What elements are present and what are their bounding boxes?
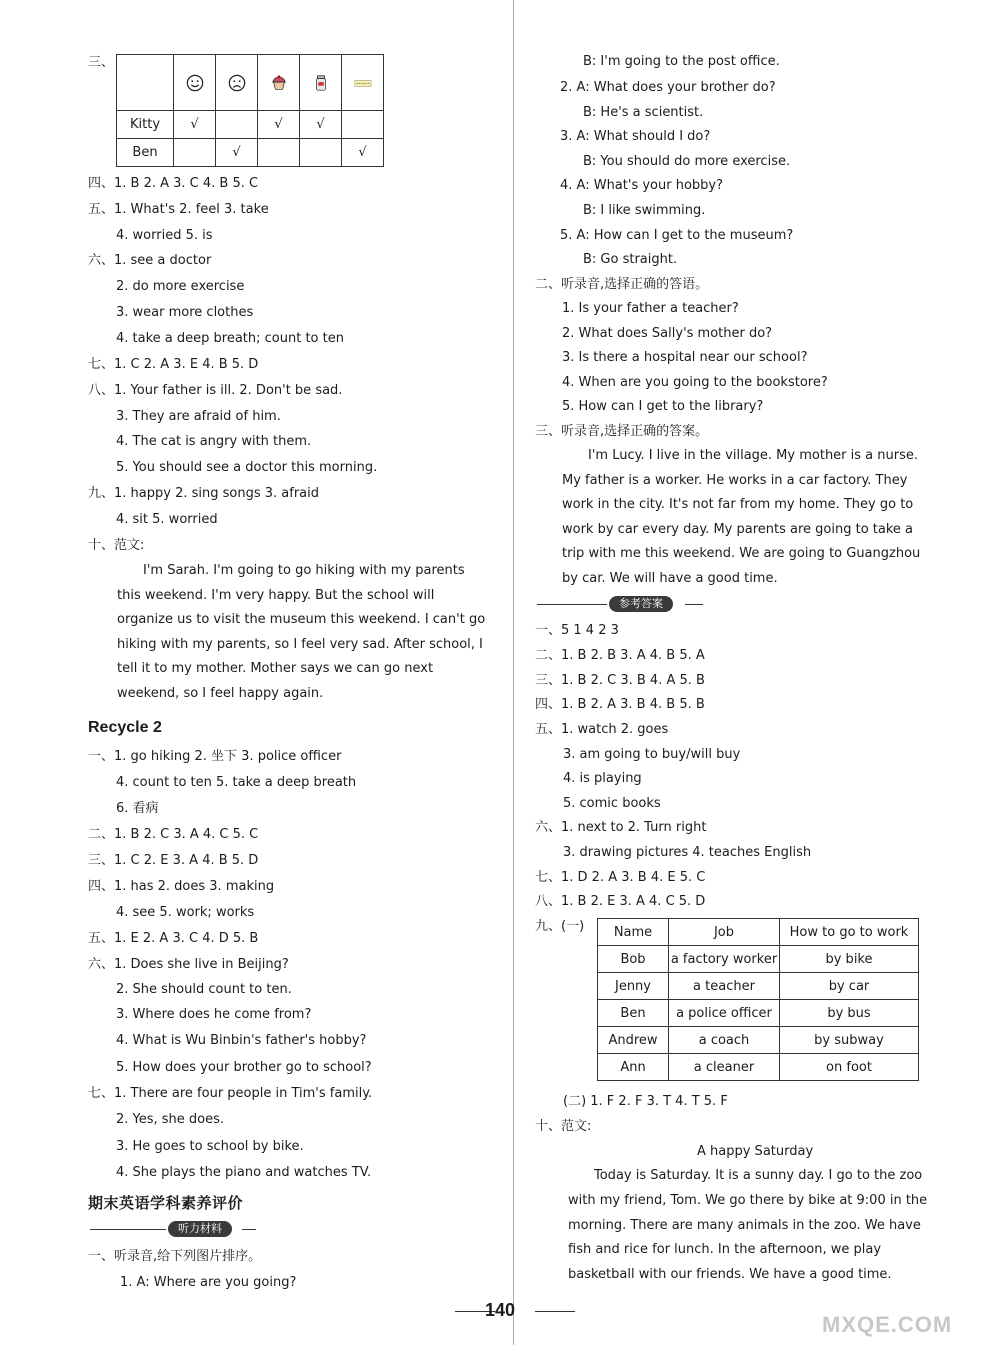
answer-line: 3. Where does he come from? bbox=[116, 1007, 312, 1022]
table-cell: Jenny bbox=[598, 973, 669, 1000]
check-mark: √ bbox=[342, 139, 384, 167]
table-cell: by bike bbox=[780, 946, 919, 973]
table-cell: by bus bbox=[780, 1000, 919, 1027]
answer-key-tag: 参考答案 bbox=[609, 596, 673, 612]
dialogue-line: 2. A: What does your brother do? bbox=[560, 80, 776, 95]
answer-line: 3. drawing pictures 4. teaches English bbox=[563, 845, 812, 860]
answer-line: 4. She plays the piano and watches TV. bbox=[116, 1165, 372, 1180]
answer-line: 4. take a deep breath; count to ten bbox=[116, 331, 344, 346]
table-corner bbox=[117, 55, 174, 111]
answer-line: 一、1. go hiking 2. 坐下 3. police officer bbox=[88, 749, 342, 764]
answer-line: 九、1. happy 2. sing songs 3. afraid bbox=[88, 486, 319, 501]
question-line: 4. When are you going to the bookstore? bbox=[562, 375, 828, 390]
dialogue-line: 4. A: What's your hobby? bbox=[560, 178, 724, 193]
check-mark: √ bbox=[258, 111, 300, 139]
answer-line: 5. comic books bbox=[563, 796, 661, 811]
table-row bbox=[598, 946, 919, 973]
answer-line: 4. is playing bbox=[563, 771, 642, 786]
dialogue-line: B: He's a scientist. bbox=[583, 105, 704, 120]
table-header: How to go to work bbox=[780, 919, 919, 946]
answer-line: (二) 1. F 2. F 3. T 4. T 5. F bbox=[563, 1094, 728, 1109]
answer-line: 5. How does your brother go to school? bbox=[116, 1060, 372, 1075]
check-mark bbox=[174, 139, 216, 167]
dialogue-line: B: I'm going to the post office. bbox=[583, 54, 780, 69]
dialogue-line: B: I like swimming. bbox=[583, 203, 706, 218]
table-cell: Bob bbox=[598, 946, 669, 973]
tag-line bbox=[242, 1229, 256, 1230]
answer-line: 一、听录音,给下列图片排序。 bbox=[88, 1249, 262, 1264]
answer-line: 3. wear more clothes bbox=[116, 305, 254, 320]
answer-line: 八、1. B 2. E 3. A 4. C 5. D bbox=[535, 894, 706, 909]
answer-line: 七、1. D 2. A 3. B 4. E 5. C bbox=[535, 870, 706, 885]
tag-line bbox=[537, 604, 607, 605]
page-number: 140 bbox=[484, 1300, 516, 1320]
question-line: 1. Is your father a teacher? bbox=[562, 301, 739, 316]
table-cell: a cleaner bbox=[669, 1054, 780, 1081]
answer-line: 三、1. C 2. E 3. A 4. B 5. D bbox=[88, 853, 259, 868]
answer-line: 5. You should see a doctor this morning. bbox=[116, 460, 378, 475]
section-9-label: 九、(一) bbox=[535, 919, 585, 934]
answer-line: 3. am going to buy/will buy bbox=[563, 747, 741, 762]
answer-line: 4. count to ten 5. take a deep breath bbox=[116, 775, 357, 790]
section-title-final-assessment: 期末英语学科素养评价 bbox=[88, 1194, 244, 1212]
answer-line: 2. do more exercise bbox=[116, 279, 245, 294]
answer-line: 4. see 5. work; works bbox=[116, 905, 255, 920]
table-cell: Ben bbox=[598, 1000, 669, 1027]
table-row bbox=[598, 1000, 919, 1027]
answer-line: 十、范文: bbox=[88, 538, 145, 553]
table-row-name: Ben bbox=[117, 139, 174, 167]
essay-title: A happy Saturday bbox=[697, 1144, 814, 1159]
table-cell: on foot bbox=[780, 1054, 919, 1081]
answer-line: 六、1. see a doctor bbox=[88, 253, 212, 268]
table-cell: by car bbox=[780, 973, 919, 1000]
tag-line bbox=[685, 604, 703, 605]
answer-line: 4. worried 5. is bbox=[116, 228, 213, 243]
dialogue-line: B: You should do more exercise. bbox=[583, 154, 791, 169]
happy-face-icon bbox=[186, 74, 204, 92]
dialogue-line: B: Go straight. bbox=[583, 252, 678, 267]
book-icon bbox=[354, 74, 372, 92]
answer-line: 五、1. E 2. A 3. C 4. D 5. B bbox=[88, 931, 259, 946]
answer-line: 2. Yes, she does. bbox=[116, 1112, 225, 1127]
answer-line: 一、5 1 4 2 3 bbox=[535, 623, 619, 638]
table-cell: a factory worker bbox=[669, 946, 780, 973]
answer-line: 3. They are afraid of him. bbox=[116, 409, 281, 424]
answer-line: 4. sit 5. worried bbox=[116, 512, 218, 527]
table-header: Job bbox=[669, 919, 780, 946]
answer-line: 五、1. What's 2. feel 3. take bbox=[88, 202, 269, 217]
answer-line: 四、1. B 2. A 3. B 4. B 5. B bbox=[535, 697, 705, 712]
table-cell: by subway bbox=[780, 1027, 919, 1054]
table-cell: a teacher bbox=[669, 973, 780, 1000]
watermark: MXQE.COM bbox=[822, 1312, 953, 1337]
table-cell: a coach bbox=[669, 1027, 780, 1054]
question-line: 2. What does Sally's mother do? bbox=[562, 326, 773, 341]
answer-line: 七、1. There are four people in Tim's family. bbox=[88, 1086, 373, 1101]
answer-line: 六、1. Does she live in Beijing? bbox=[88, 957, 289, 972]
section-3-label: 三、 bbox=[88, 55, 115, 70]
answer-line: 五、1. watch 2. goes bbox=[535, 722, 669, 737]
section-title-recycle: Recycle 2 bbox=[88, 719, 162, 736]
check-mark bbox=[342, 111, 384, 139]
table-row-name: Kitty bbox=[117, 111, 174, 139]
answer-line: 四、1. B 2. A 3. C 4. B 5. C bbox=[88, 176, 259, 191]
check-mark: √ bbox=[216, 139, 258, 167]
answer-line: 六、1. next to 2. Turn right bbox=[535, 820, 707, 835]
table-cell: Ann bbox=[598, 1054, 669, 1081]
answer-line: 七、1. C 2. A 3. E 4. B 5. D bbox=[88, 357, 259, 372]
question-line: 5. How can I get to the library? bbox=[562, 399, 764, 414]
answer-line: 1. A: Where are you going? bbox=[120, 1275, 297, 1290]
table-row bbox=[598, 1054, 919, 1081]
column-divider bbox=[513, 0, 514, 1345]
answer-line: 二、1. B 2. B 3. A 4. B 5. A bbox=[535, 648, 705, 663]
dialogue-line: 5. A: How can I get to the museum? bbox=[560, 228, 794, 243]
table-cell: Andrew bbox=[598, 1027, 669, 1054]
jar-icon bbox=[312, 74, 330, 92]
table-row bbox=[598, 973, 919, 1000]
feelings-table bbox=[116, 54, 384, 167]
table-cell: a police officer bbox=[669, 1000, 780, 1027]
answer-line: 4. What is Wu Binbin's father's hobby? bbox=[116, 1033, 367, 1048]
answer-line: 3. He goes to school by bike. bbox=[116, 1139, 304, 1154]
section-heading: 三、听录音,选择正确的答案。 bbox=[535, 424, 709, 439]
check-mark: √ bbox=[174, 111, 216, 139]
question-line: 3. Is there a hospital near our school? bbox=[562, 350, 808, 365]
tag-line bbox=[90, 1229, 166, 1230]
section-heading: 二、听录音,选择正确的答语。 bbox=[535, 277, 709, 292]
model-essay: I'm Sarah. I'm going to go hiking with my parents this weekend. I'm very happy. But the school will organize us to visit the museum this weekend. I can't go hiking with my parents, so I feel very sad. After school, I tell it to my mother. Mother says we can go next weekend, so I feel happy again. bbox=[117, 563, 486, 701]
sad-face-icon bbox=[228, 74, 246, 92]
table-row bbox=[598, 1027, 919, 1054]
cupcake-icon bbox=[270, 74, 288, 92]
answer-line: 三、1. B 2. C 3. B 4. A 5. B bbox=[535, 673, 705, 688]
check-mark: √ bbox=[300, 111, 342, 139]
job-table bbox=[597, 918, 919, 1081]
answer-line: 2. She should count to ten. bbox=[116, 982, 292, 997]
answer-line: 4. The cat is angry with them. bbox=[116, 434, 312, 449]
check-mark bbox=[258, 139, 300, 167]
answer-line: 四、1. has 2. does 3. making bbox=[88, 879, 275, 894]
answer-line: 二、1. B 2. C 3. A 4. C 5. C bbox=[88, 827, 259, 842]
answer-line: 6. 看病 bbox=[116, 801, 159, 816]
page-number-rule bbox=[535, 1311, 575, 1312]
check-mark bbox=[216, 111, 258, 139]
answer-line: 八、1. Your father is ill. 2. Don't be sad. bbox=[88, 383, 343, 398]
listening-material-tag: 听力材料 bbox=[168, 1221, 232, 1237]
check-mark bbox=[300, 139, 342, 167]
table-header: Name bbox=[598, 919, 669, 946]
listening-passage: I'm Lucy. I live in the village. My mother is a nurse. My father is a worker. He works in a car factory. They work in the city. It's not far from my home. They go to work by car every day. My parents are going to take a trip with me this weekend. We are going to Guangzhou by car. We will have a good time. bbox=[562, 448, 921, 586]
model-essay: Today is Saturday. It is a sunny day. I go to the zoo with my friend, Tom. We go there by bike at 9:00 in the morning. There are many animals in the zoo. We have fish and rice for lunch. In the afternoon, we play basketball with our friends. We have a good time. bbox=[568, 1168, 928, 1283]
dialogue-line: 3. A: What should I do? bbox=[560, 129, 711, 144]
section-10-label: 十、范文: bbox=[535, 1119, 592, 1134]
